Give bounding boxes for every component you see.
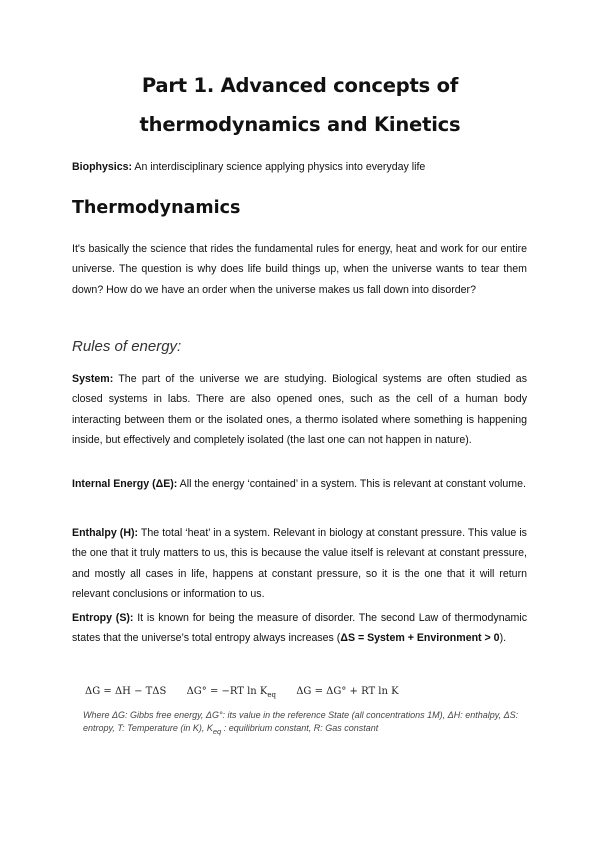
entropy-term: Entropy (S): [72, 612, 134, 624]
internal-energy-text: All the energy ‘contained’ in a system. This is relevant at constant volume. [177, 478, 526, 490]
entropy-end: ). [499, 632, 507, 645]
caption-sub: eq [212, 726, 222, 736]
internal-energy-definition [72, 474, 527, 494]
biophysics-text: An interdisciplinary science applying physics into everyday life [132, 161, 426, 173]
caption-part-2: : equilibrium constant, R: Gas constant [221, 723, 379, 733]
biophysics-term: Biophysics: [72, 161, 133, 173]
enthalpy-definition [72, 523, 527, 604]
gibbs-formulas [85, 686, 416, 699]
enthalpy-text: The total ‘heat’ in a system. Relevant in biology at constant pressure. This value is the one that it truly matters to us, this is because the value itself is relevant at constant pressure, and mostly all cases in life, happens at constant pressure, so it is the one that it will return relevant conclusions or information to us. [72, 527, 527, 600]
formula-caption [83, 709, 523, 738]
intro-paragraph: It's basically the science that rides the fundamental rules for energy, heat and work for our entire universe. The question is why does life build things up, when the universe wants to tear them down? How do we have an order when the universe makes us fall down into disorder? [72, 243, 527, 296]
formula-gibbs-reaction: ΔG = ΔG° + RT ln K [296, 686, 399, 697]
page-title-line-1: Part 1. Advanced concepts of [141, 74, 459, 97]
caption-part-1: Where ΔG: Gibbs free energy, ΔG°: its value in the reference State (all concentrations 1M), ΔH: enthalpy, ΔS: entropy, T: Temperature (in K), K [83, 710, 519, 733]
formula-standard-gibbs-sub: eq [267, 691, 277, 699]
section-heading-thermodynamics: Thermodynamics [72, 198, 241, 218]
biophysics-definition [72, 161, 425, 173]
entropy-definition [72, 608, 527, 649]
page-title-line-2: thermodynamics and Kinetics [139, 113, 461, 136]
system-definition [72, 369, 527, 450]
internal-energy-term: Internal Energy (ΔE): [72, 478, 178, 490]
entropy-equation: ΔS = System + Environment > 0 [340, 632, 500, 645]
system-text: The part of the universe we are studying. Biological systems are often studied as closed systems in labs. There are also opened ones, such as the cell of a human body interacting between them or the isolated ones, a thermo isolated where something is happening inside, but effectively and completely isolated (the last one can not happen in nature). [72, 373, 527, 446]
entropy-text: It is known for being the measure of disorder. The second Law of thermodynamic states that the universe’s total entropy always increases ( [72, 612, 527, 645]
enthalpy-term: Enthalpy (H): [72, 527, 139, 539]
formula-gibbs: ΔG = ΔH − TΔS [85, 686, 167, 697]
formula-standard-gibbs-main: ΔG° = −RT ln K [186, 686, 268, 697]
subheading-rules-of-energy: Rules of energy: [72, 338, 182, 355]
system-term: System: [72, 373, 114, 385]
formula-standard-gibbs [187, 686, 276, 697]
